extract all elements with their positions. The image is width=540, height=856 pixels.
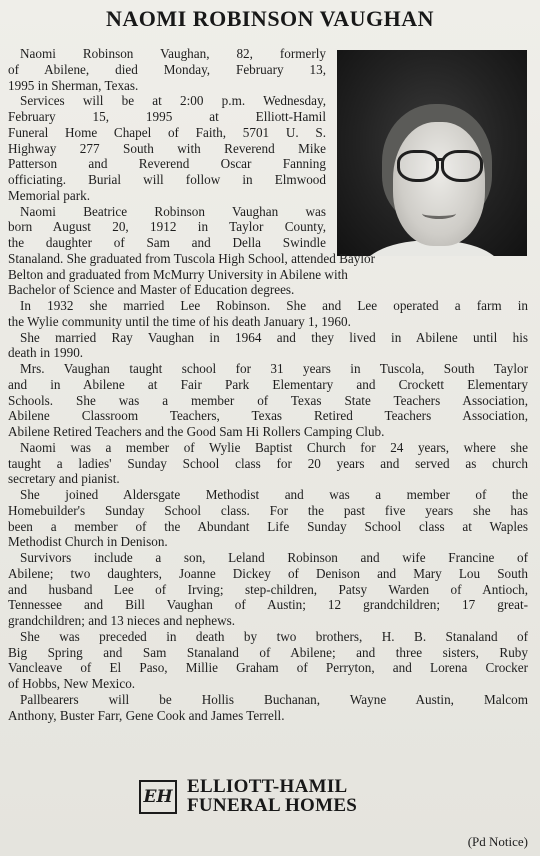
text-line: She was preceded in death by two brothers, H. B. Stanaland of [20,628,528,644]
text-line: grandchildren; and 13 nieces and nephews. [8,613,236,628]
text-line: and in Abilene at Fair Park Elementary and Crockett Elementary [8,376,528,392]
text-line: Abilene; two daughters, Joanne Dickey of Denison and Mary Lou South [8,565,528,581]
text-line: of Hobbs, New Mexico. [8,676,136,691]
paragraph [8,629,528,692]
text-line: Survivors include a son, Leland Robinson and wife Francine of [20,550,528,565]
paragraph [8,298,528,330]
paragraph [8,550,528,629]
text-line: Naomi Robinson Vaughan, 82, formerly [20,46,326,61]
text-line: and husband Lee of Irving; step-children, Patsy Warden of Antioch, [8,581,528,597]
text-line: Methodist Church in Denison. [8,534,168,550]
text-line: Services will be at 2:00 p.m. Wednesday, [20,93,326,109]
text-line: been a member of the Abundant Life Sunday School class at Waples [8,518,528,534]
text-line: the Wylie community until the time of his death January 1, 1960. [8,313,351,329]
text-line: Tennessee and Bill Vaughan of Austin; 12 grandchildren; 17 great- [8,597,528,613]
obituary-body [8,46,528,723]
text-line: Vancleave of El Paso, Millie Graham of Perryton, and Lorena Crocker [8,660,528,676]
text-line: Pallbearers will be Hollis Buchanan, Wayne Austin, Malcom [20,691,528,707]
text-line: Stanaland. She graduated from Tuscola High School, attended Baylor [8,250,375,266]
funeral-home-logo [139,776,389,816]
text-line: officiating. Burial will follow in Elmwood [8,172,326,187]
text-line: Bachelor of Science and Master of Education degrees. [8,282,295,298]
text-line: Mrs. Vaughan taught school for 31 years in Tuscola, South Taylor [20,361,528,376]
text-line: In 1932 she married Lee Robinson. She and Lee operated a farm in [20,298,528,313]
text-line: 1995 in Sherman, Texas. [8,77,139,93]
text-line: Abilene Classroom Teachers, Texas Retired Teachers Association, [8,408,528,424]
text-line: Funeral Home Chapel of Faith, 5701 U. S. [8,124,326,140]
text-line: Naomi was a member of Wylie Baptist Church for 24 years, where she [20,439,528,455]
paragraph [8,440,528,487]
obituary-headline: NAOMI ROBINSON VAUGHAN [105,6,434,31]
text-line: taught a ladies' Sunday School class for 20 years and served as church [8,455,528,471]
text-line: death in 1990. [8,345,84,361]
monogram-icon: EH [139,780,177,814]
text-line: Patterson and Reverend Oscar Fanning [8,156,326,172]
text-line: born August 20, 1912 in Taylor County, [8,219,326,235]
text-line: She joined Aldersgate Methodist and was a member of the [20,487,528,502]
text-line: Big Spring and Sam Stanaland of Abilene; and three sisters, Ruby [8,644,528,660]
paragraph [8,46,528,93]
text-line: Schools. She was a member of Texas State Teachers Association, [8,392,528,408]
paragraph [8,330,528,362]
paragraph [8,93,528,203]
text-line: Anthony, Buster Farr, Gene Cook and James Terrell. [8,707,285,723]
text-line: Memorial park. [8,187,91,203]
text-line: the daughter of Sam and Della Swindle [8,235,326,250]
text-line: secretary and pianist. [8,471,120,487]
text-line: Homebuilder's Sunday School class. For the past five years she has [8,502,528,518]
text-line: Naomi Beatrice Robinson Vaughan was [20,203,326,219]
logo-name-line-2: FUNERAL HOMES [187,795,358,816]
text-line: She married Ray Vaughan in 1964 and they lived in Abilene until his [20,329,528,345]
paragraph [8,692,528,724]
paragraph [8,204,528,299]
paragraph [8,361,528,440]
logo-name-line-1: ELLIOTT-HAMIL [187,776,348,797]
bleed-through-text [446,780,530,824]
text-line: Abilene Retired Teachers and the Good Sam Hi Rollers Camping Club. [8,424,385,439]
paid-notice-label: (Pd Notice) [467,834,528,849]
paragraph [8,487,528,550]
text-line: Belton and graduated from McMurry University in Abilene with [8,266,348,282]
text-line: of Abilene, died Monday, February 13, [8,61,326,77]
text-line: Highway 277 South with Reverend Mike [8,140,326,156]
text-line: February 15, 1995 at Elliott-Hamil [8,109,326,124]
